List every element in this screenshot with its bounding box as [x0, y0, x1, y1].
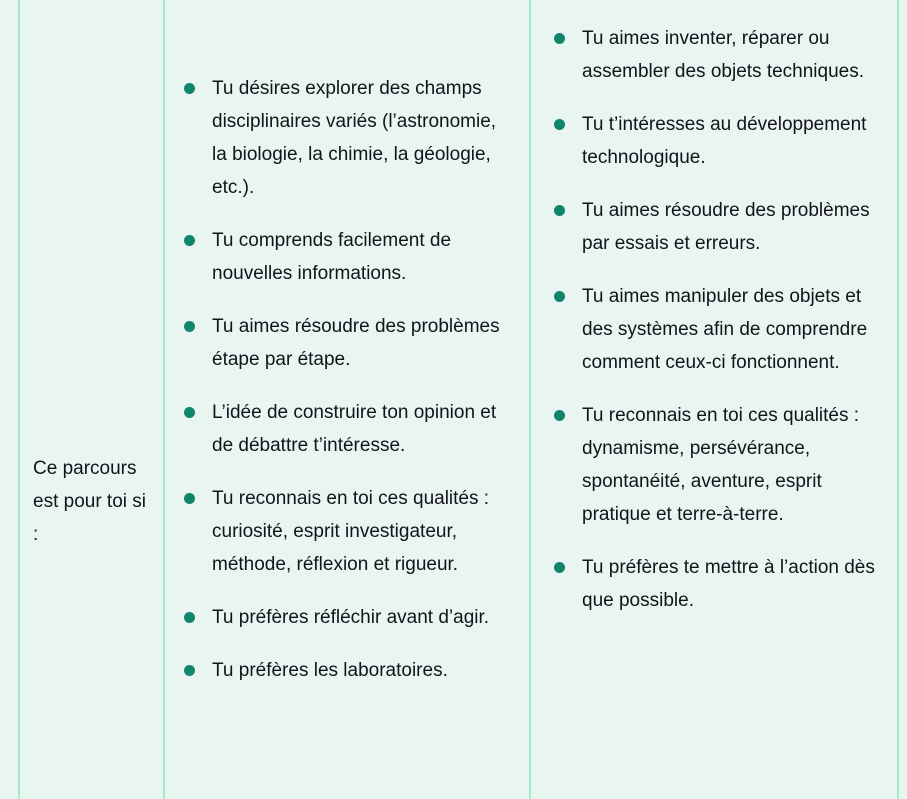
bullet-icon	[184, 493, 195, 504]
bullet-list-item	[554, 280, 882, 379]
column-divider-2	[529, 0, 531, 799]
bullet-list-item	[184, 601, 506, 634]
bullet-icon	[184, 665, 195, 676]
table-border-right	[897, 0, 899, 799]
bullet-icon	[554, 119, 565, 130]
bullet-icon	[554, 562, 565, 573]
bullet-icon	[554, 410, 565, 421]
bullet-list-item	[184, 482, 506, 581]
bullet-text: Tu comprends facilement de nouvelles informations.	[212, 230, 452, 284]
bullet-list-item	[184, 224, 506, 290]
bullet-text: L’idée de construire ton opinion et de débattre t’intéresse.	[212, 402, 497, 456]
bullet-icon	[184, 612, 195, 623]
bullet-text: Tu désires explorer des champs disciplinaires variés (l’astronomie, la biologie, la chimie, la géologie, etc.).	[212, 78, 497, 198]
bullet-list-item	[554, 108, 882, 174]
bullet-list-item	[184, 72, 506, 204]
bullet-list-item	[184, 654, 506, 687]
table-border-left	[18, 0, 20, 799]
bullet-icon	[554, 33, 565, 44]
bullet-text: Tu aimes manipuler des objets et des systèmes afin de comprendre comment ceux-ci fonctionnent.	[582, 286, 868, 373]
bullet-list-item	[554, 194, 882, 260]
bullet-text: Tu préfères réfléchir avant d’agir.	[212, 607, 490, 628]
bullet-text: Tu aimes inventer, réparer ou assembler des objets techniques.	[582, 28, 864, 82]
bullet-text: Tu reconnais en toi ces qualités : dynamisme, persévérance, spontanéité, aventure, esprit pratique et terre-à-terre.	[582, 405, 860, 525]
science-column-bullet-list	[184, 72, 506, 687]
bullet-text: Tu reconnais en toi ces qualités : curiosité, esprit investigateur, méthode, réflexion et rigueur.	[212, 488, 490, 575]
bullet-text: Tu aimes résoudre des problèmes étape par étape.	[212, 316, 500, 370]
bullet-list-item	[184, 396, 506, 462]
row-header-label: Ce parcours est pour toi si :	[33, 458, 146, 545]
bullet-list-item	[184, 310, 506, 376]
bullet-list-item	[554, 551, 882, 617]
bullet-icon	[184, 321, 195, 332]
bullet-text: Tu préfères les laboratoires.	[212, 660, 448, 681]
column-divider-1	[163, 0, 165, 799]
techno-column-bullet-list	[554, 22, 882, 617]
bullet-text: Tu t’intéresses au développement technologique.	[582, 114, 867, 168]
bullet-list-item	[554, 22, 882, 88]
bullet-text: Tu aimes résoudre des problèmes par essais et erreurs.	[582, 200, 870, 254]
bullet-icon	[554, 205, 565, 216]
bullet-icon	[184, 407, 195, 418]
bullet-icon	[184, 235, 195, 246]
bullet-icon	[554, 291, 565, 302]
bullet-icon	[184, 83, 195, 94]
bullet-text: Tu préfères te mettre à l’action dès que possible.	[582, 557, 875, 611]
bullet-list-item	[554, 399, 882, 531]
